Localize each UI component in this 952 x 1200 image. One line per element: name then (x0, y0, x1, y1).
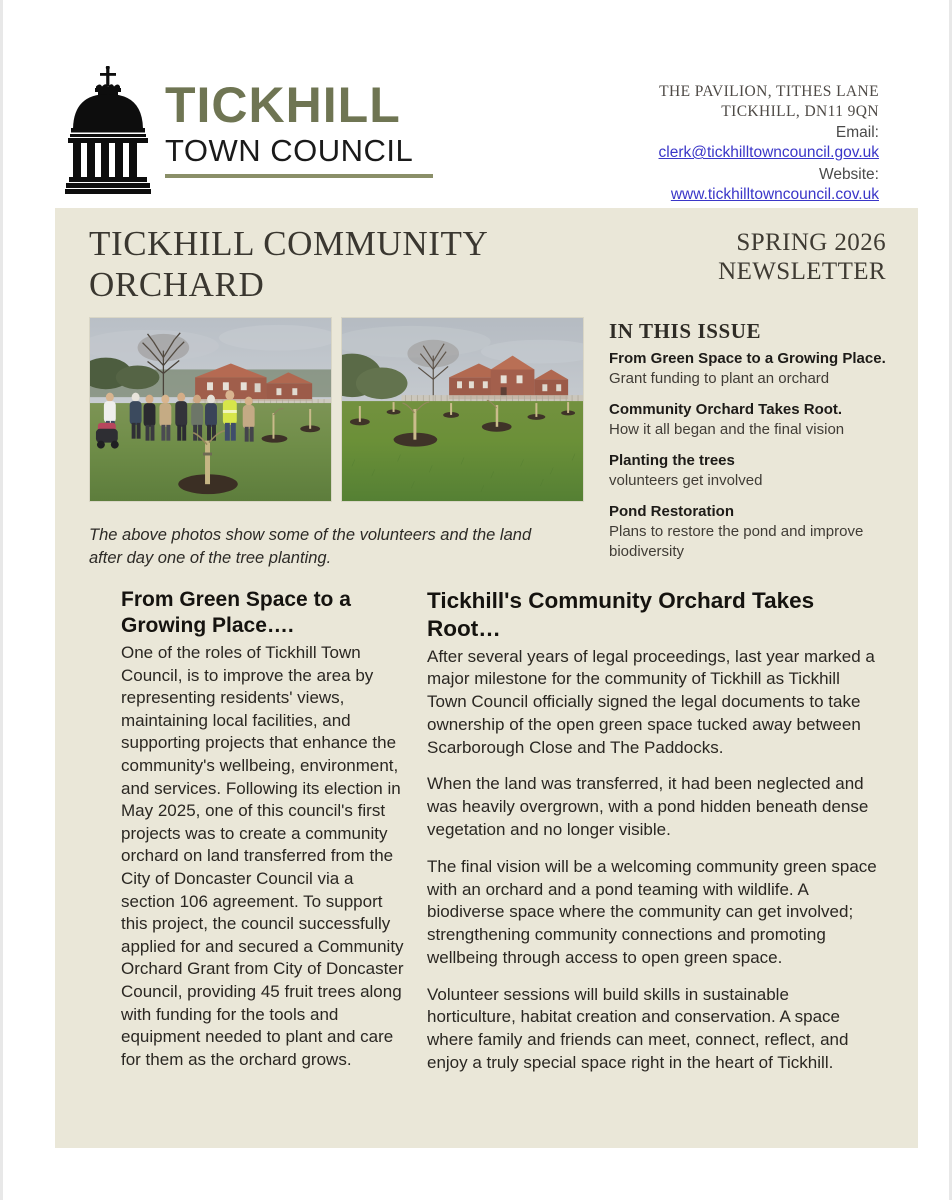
toc-entry-2-head: Community Orchard Takes Root. (609, 401, 843, 419)
logo-primary-word: TICKHILL (165, 77, 401, 133)
article-right-paragraph-2: When the land was transferred, it had been neglected and was heavily overgrown, with a pond hidden beneath dense vegetation and no longer visible. (427, 774, 869, 839)
newsletter-body-panel (55, 208, 918, 1148)
page-title: TICKHILL COMMUNITY ORCHARD (89, 224, 488, 304)
toc-entry-4-head: Pond Restoration (609, 502, 735, 520)
email-link[interactable]: clerk@tickhilltowncouncil.gov.uk (658, 144, 879, 162)
toc-entry-2[interactable] (609, 400, 909, 440)
issue-line-2: NEWSLETTER (718, 258, 886, 285)
article-left (89, 587, 419, 1089)
volunteers-group-photo (89, 317, 332, 502)
rotunda-pavilion-icon (65, 66, 151, 194)
email-label: Email: (835, 123, 879, 141)
website-label: Website: (818, 165, 879, 183)
toc-entry-4-sub: Plans to restore the pond and improve biodiversity (609, 522, 864, 560)
toc-entry-1-sub: Grant funding to plant an orchard (609, 369, 830, 387)
toc-entry-3[interactable] (609, 451, 909, 491)
toc-entry-2-sub: How it all began and the final vision (609, 420, 845, 438)
toc-entry-3-head: Planting the trees (609, 451, 735, 469)
logo-secondary-word: TOWN COUNCIL (165, 133, 414, 168)
issue-label (718, 224, 896, 286)
article-right-paragraph-4: Volunteer sessions will build skills in sustainable horticulture, habitat creation and conservation. A space where family and friends can meet, connect, reflect, and enjoy a truly special space right in the heart of Tickhill. (427, 984, 849, 1072)
article-columns (89, 587, 896, 1089)
photo-section (89, 317, 587, 573)
page-header (3, 0, 949, 208)
issue-line-1: SPRING 2026 (736, 229, 886, 256)
article-left-heading: From Green Space to a Growing Place…. (121, 587, 351, 637)
toc-entry-4[interactable] (609, 502, 909, 562)
article-left-paragraph-1: One of the roles of Tickhill Town Council, is to improve the area by representing residents' views, maintaining local facilities, and supporting projects that enhance the community's wellbeing, environment, and services. Following its election in May 2025, one of this council's first projects was to create a community orchard on land transferred from the City of Doncaster Council via a section 106 agreement. To support this project, the council successfully applied for and secured a Community Orchard Grant from City of Doncaster Council, providing 45 fruit trees along with funding for the tools and equipment needed to plant and care for them as the orchard grows. (121, 642, 404, 1069)
photo-caption: The above photos show some of the volunteers and the land after day one of the tree planting. (89, 526, 532, 567)
toc-entry-1[interactable] (609, 349, 909, 389)
masthead (89, 224, 896, 305)
website-link[interactable]: www.tickhilltowncouncil.cov.uk (670, 186, 879, 204)
logo-underline-rule (165, 174, 433, 178)
contact-block (549, 82, 879, 205)
in-this-issue-title: IN THIS ISSUE (609, 319, 762, 344)
council-logo (65, 66, 425, 196)
toc-entry-1-head: From Green Space to a Growing Place. (609, 350, 886, 368)
article-right-paragraph-3: The final vision will be a welcoming community green space with an orchard and a pond teaming with wildlife. A biodiverse space where the community can get involved; strengthening community connections and promoting wellbeing through access to open green space. (427, 856, 877, 967)
article-right-heading: Tickhill's Community Orchard Takes Root… (427, 587, 815, 641)
orchard-field-photo (341, 317, 584, 502)
in-this-issue-section (609, 317, 909, 573)
address-line-2: TICKHILL, DN11 9QN (721, 102, 879, 120)
article-right (419, 587, 887, 1089)
toc-entry-3-sub: volunteers get involved (609, 471, 763, 489)
address-line-1: THE PAVILION, TITHES LANE (659, 83, 879, 100)
article-right-paragraph-1: After several years of legal proceedings, last year marked a major milestone for the community of Tickhill as Tickhill Town Council officially signed the legal documents to take ownership of the open green space tucked away between Scarborough Close and The Paddocks. (427, 646, 875, 757)
logo-wordmark (165, 66, 433, 178)
